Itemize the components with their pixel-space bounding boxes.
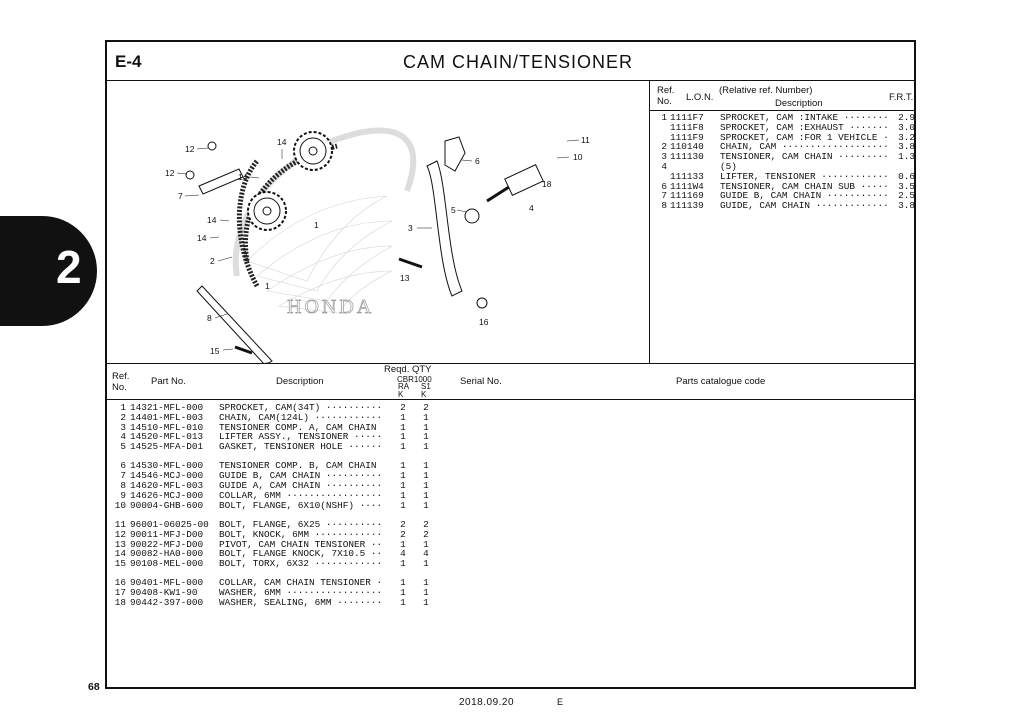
svg-text:4: 4 (529, 203, 534, 213)
parts-table-row (112, 530, 442, 540)
tensioner-b (445, 137, 465, 171)
svg-text:1: 1 (265, 281, 270, 291)
ref-table-row (657, 162, 915, 172)
part-part-no: 14520-MFL-013 (130, 432, 204, 443)
part-ref-no: 8 (120, 481, 126, 491)
parts-table-row (112, 540, 442, 550)
ref-lon-code: 1111W4 (670, 181, 704, 192)
ref-description: TENSIONER, CAM CHAIN SUB ····· (720, 181, 889, 192)
part-part-no: 90004-GHB-600 (130, 500, 204, 511)
part-ref-no: 14 (114, 549, 126, 560)
ref-lon-code: 1111F8 (670, 122, 704, 133)
svg-text:12: 12 (185, 144, 195, 154)
part-description: TENSIONER COMP. A, CAM CHAIN (219, 422, 377, 433)
ref-description: SPROCKET, CAM :EXHAUST ······· (720, 122, 889, 133)
part-part-no: 90401-MFL-000 (130, 578, 204, 589)
parts-table-row (112, 413, 442, 423)
parts-header-divider (107, 399, 914, 400)
ref-frt-value: 3.2 (898, 132, 915, 143)
pivot-bolt (399, 259, 422, 267)
part-description: GUIDE A, CAM CHAIN ·········· (219, 481, 383, 491)
parts-table-row (112, 423, 442, 433)
part-description: SPROCKET, CAM(34T) ·········· (219, 403, 383, 413)
svg-text:10: 10 (573, 152, 583, 162)
ref-table-refno-header: Ref. No. (657, 85, 675, 107)
ref-description: TENSIONER, CAM CHAIN ········· (720, 152, 889, 162)
part-qty-s1: 1 (423, 422, 429, 433)
sprocket-upper (294, 132, 332, 170)
part-qty-ra: 1 (400, 461, 406, 472)
svg-text:6: 6 (475, 156, 480, 166)
part-qty-ra: 1 (400, 598, 406, 608)
page-frame (105, 40, 916, 689)
parts-table-row (112, 481, 442, 491)
svg-text:14: 14 (207, 215, 217, 225)
ref-description: SPROCKET, CAM :INTAKE ········ (720, 113, 889, 123)
part-part-no: 14626-MCJ-000 (130, 490, 204, 501)
ref-table-body (657, 113, 915, 211)
part-ref-no: 10 (114, 500, 126, 511)
svg-text:13: 13 (400, 273, 410, 283)
svg-text:15: 15 (210, 346, 220, 356)
part-part-no: 90082-HA0-000 (130, 549, 204, 560)
part-ref-no: 2 (120, 412, 126, 423)
ref-frt-value: 3.8 (898, 142, 915, 153)
ref-frt-value: 2.9 (898, 113, 915, 123)
ref-description: SPROCKET, CAM :FOR 1 VEHICLE · (720, 132, 889, 143)
part-ref-no: 1 (120, 403, 126, 413)
exploded-diagram (107, 81, 649, 363)
part-qty-ra: 1 (400, 471, 406, 482)
ref-table-row (657, 182, 915, 192)
knock-bolt (208, 142, 216, 150)
ref-description: LIFTER, TENSIONER ············ (720, 171, 889, 182)
sprocket-lower (248, 192, 286, 230)
ref-ref-no: 1 (661, 113, 667, 123)
part-qty-ra: 1 (400, 481, 406, 491)
ref-table-frt-header: F.R.T. (889, 92, 914, 103)
part-part-no: 96001-06025-00 (130, 519, 209, 530)
gasket (465, 209, 479, 223)
part-part-no: 90442-397-000 (130, 598, 204, 608)
part-ref-no: 16 (114, 578, 126, 589)
part-qty-s1: 1 (423, 578, 429, 589)
part-ref-no: 11 (114, 519, 126, 530)
knock-bolt (186, 171, 194, 179)
svg-text:14: 14 (197, 233, 207, 243)
parts-table-row (112, 520, 442, 530)
parts-serial-header: Serial No. (460, 376, 502, 387)
ref-table-relative-header: (Relative ref. Number) (719, 85, 813, 96)
part-qty-ra: 2 (400, 529, 406, 540)
part-qty-s1: 2 (423, 529, 429, 540)
ref-lon-code: 1111F9 (670, 132, 704, 143)
parts-table-row (112, 432, 442, 442)
part-qty-s1: 1 (423, 500, 429, 511)
page-number: 68 (88, 681, 100, 693)
part-description: BOLT, TORX, 6X32 ············ (219, 559, 383, 569)
part-ref-no: 9 (120, 490, 126, 501)
ref-table-row (657, 113, 915, 123)
ref-table-desc-header: Description (775, 98, 823, 109)
part-ref-no: 13 (114, 539, 126, 550)
section-tab (0, 216, 97, 326)
part-qty-ra: 1 (400, 500, 406, 511)
svg-text:3: 3 (408, 223, 413, 233)
part-qty-ra: 1 (400, 490, 406, 501)
ref-ref-no: 8 (661, 201, 667, 211)
part-ref-no: 15 (114, 559, 126, 569)
ref-ref-no: 4 (661, 161, 667, 172)
ref-lon-code: 111133 (670, 171, 704, 182)
parts-table-row (112, 501, 442, 511)
ref-table-row (657, 172, 915, 182)
parts-table-row (112, 588, 442, 598)
parts-divider (107, 363, 914, 364)
part-description: WASHER, SEALING, 6MM ········ (219, 598, 383, 608)
part-ref-no: 4 (120, 432, 126, 443)
part-qty-s1: 1 (423, 588, 429, 599)
part-description: BOLT, FLANGE KNOCK, 7X10.5 ·· (219, 549, 383, 560)
svg-text:11: 11 (581, 135, 590, 145)
part-qty-s1: 1 (423, 539, 429, 550)
ref-lon-code: 111139 (670, 201, 704, 211)
ref-description: GUIDE B, CAM CHAIN ··········· (720, 191, 889, 202)
svg-text:2: 2 (210, 256, 215, 266)
part-qty-s1: 1 (423, 432, 429, 443)
part-qty-s1: 1 (423, 598, 429, 608)
part-ref-no: 5 (120, 442, 126, 452)
part-qty-s1: 1 (423, 412, 429, 423)
ref-table-row (657, 123, 915, 133)
ref-frt-value: 0.6 (898, 171, 915, 182)
ref-lon-code: 110140 (670, 142, 704, 153)
ref-frt-value: 3.8 (898, 201, 915, 211)
cam-chain-guide-a (197, 286, 272, 363)
part-qty-s1: 2 (423, 519, 429, 530)
part-ref-no: 6 (120, 461, 126, 472)
ref-frt-value: 3.5 (898, 181, 915, 192)
part-part-no: 90022-MFJ-D00 (130, 539, 204, 550)
part-qty-ra: 1 (400, 559, 406, 569)
part-part-no: 14525-MFA-D01 (130, 442, 204, 452)
parts-table-row (112, 461, 442, 471)
svg-text:5: 5 (451, 205, 456, 215)
parts-refno-header: Ref. No. (112, 371, 130, 393)
parts-table-row (112, 578, 442, 588)
part-part-no: 90108-MEL-000 (130, 559, 204, 569)
parts-reqd-qty-header: Reqd. QTY (384, 364, 432, 375)
part-part-no: 14510-MFL-010 (130, 422, 204, 433)
part-qty-ra: 2 (400, 403, 406, 413)
ref-table-row (657, 201, 915, 211)
part-qty-ra: 1 (400, 578, 406, 589)
part-qty-ra: 1 (400, 412, 406, 423)
part-ref-no: 3 (120, 422, 126, 433)
parts-partno-header: Part No. (151, 376, 186, 387)
svg-text:1: 1 (314, 220, 319, 230)
parts-table-row (112, 598, 442, 608)
ref-table-row (657, 152, 915, 162)
ref-frt-value: 2.5 (898, 191, 915, 202)
part-part-no: 14401-MFL-003 (130, 412, 204, 423)
part-qty-s1: 1 (423, 461, 429, 472)
ref-ref-no: 6 (661, 181, 667, 192)
svg-text:8: 8 (207, 313, 212, 323)
svg-text:16: 16 (479, 317, 489, 327)
part-qty-ra: 2 (400, 519, 406, 530)
part-part-no: 14530-MFL-000 (130, 461, 204, 472)
svg-text:14: 14 (238, 172, 248, 182)
ref-lon-code: 111169 (670, 191, 704, 202)
part-part-no: 14321-MFL-000 (130, 403, 204, 413)
part-qty-s1: 1 (423, 490, 429, 501)
svg-text:18: 18 (542, 179, 552, 189)
part-description: BOLT, KNOCK, 6MM ············ (219, 529, 383, 540)
part-qty-s1: 1 (423, 442, 429, 452)
collar-tensioner (477, 298, 487, 308)
footer-date: 2018.09.20 (459, 697, 515, 708)
ref-ref-no: 2 (661, 142, 667, 153)
part-qty-ra: 4 (400, 549, 406, 560)
parts-group (112, 578, 442, 607)
parts-model-header: CBR1000 (397, 375, 432, 384)
part-part-no: 90011-MFJ-D00 (130, 529, 204, 540)
ref-table-lon-header: L.O.N. (686, 92, 714, 103)
parts-table-row (112, 559, 442, 569)
ref-frt-value: 3.0 (898, 122, 915, 133)
cam-chain-guide-b (199, 169, 243, 194)
parts-table-row (112, 491, 442, 501)
part-qty-ra: 1 (400, 539, 406, 550)
part-ref-no: 12 (114, 529, 126, 540)
part-description: BOLT, FLANGE, 6X25 ·········· (219, 519, 383, 530)
part-qty-s1: 1 (423, 481, 429, 491)
part-ref-no: 7 (120, 471, 126, 482)
parts-catalogue-header: Parts catalogue code (676, 376, 766, 387)
honda-logo-watermark: HONDA (287, 296, 375, 318)
diagram-divider (649, 80, 650, 363)
part-qty-ra: 1 (400, 432, 406, 443)
svg-text:14: 14 (277, 137, 287, 147)
ref-lon-code: 111130 (670, 152, 704, 162)
parts-desc-header: Description (276, 376, 324, 387)
tensioner-lifter (487, 165, 543, 201)
svg-text:7: 7 (178, 191, 183, 201)
parts-group (112, 461, 442, 510)
part-qty-s1: 1 (423, 471, 429, 482)
footer-language: E (557, 697, 564, 707)
ref-description: (5) (720, 161, 737, 172)
parts-table-row (112, 442, 442, 452)
part-qty-s1: 2 (423, 403, 429, 413)
parts-s1-header: S1 K (421, 382, 431, 399)
part-description: GASKET, TENSIONER HOLE ······ (219, 442, 383, 452)
part-description: TENSIONER COMP. B, CAM CHAIN (219, 461, 377, 472)
part-description: BOLT, FLANGE, 6X10(NSHF) ···· (219, 500, 383, 511)
ref-ref-no: 7 (661, 191, 667, 202)
part-description: GUIDE B, CAM CHAIN ·········· (219, 471, 383, 482)
part-part-no: 14546-MCJ-000 (130, 471, 204, 482)
section-code: E-4 (115, 52, 142, 71)
part-description: LIFTER ASSY., TENSIONER ····· (219, 432, 383, 443)
part-ref-no: 18 (114, 598, 126, 608)
tensioner-a (427, 161, 462, 296)
ref-description: GUIDE, CAM CHAIN ············· (720, 201, 889, 211)
parts-table-row (112, 471, 442, 481)
parts-table-row (112, 549, 442, 559)
parts-table-body (112, 403, 442, 617)
part-description: PIVOT, CAM CHAIN TENSIONER ·· (219, 539, 383, 550)
parts-group (112, 520, 442, 569)
part-part-no: 90408-KW1-90 (130, 588, 198, 599)
part-description: COLLAR, 6MM ················· (219, 490, 383, 501)
part-description: WASHER, 6MM ················· (219, 588, 383, 599)
ref-description: CHAIN, CAM ··················· (720, 142, 889, 153)
part-qty-s1: 1 (423, 559, 429, 569)
part-description: COLLAR, CAM CHAIN TENSIONER · (219, 578, 383, 589)
part-ref-no: 17 (114, 588, 126, 599)
parts-table-row (112, 403, 442, 413)
part-qty-ra: 1 (400, 588, 406, 599)
part-qty-ra: 1 (400, 442, 406, 452)
part-qty-s1: 4 (423, 549, 429, 560)
ref-table-row (657, 133, 915, 143)
ref-table-row (657, 191, 915, 201)
ref-ref-no: 3 (661, 152, 667, 162)
parts-ra-header: RA K (398, 382, 410, 399)
svg-text:12: 12 (165, 168, 175, 178)
part-qty-ra: 1 (400, 422, 406, 433)
page-title: CAM CHAIN/TENSIONER (403, 52, 634, 72)
ref-table-header-divider (649, 110, 914, 111)
ref-frt-value: 1.3 (898, 152, 915, 162)
section-tab-number: 2 (56, 241, 82, 293)
ref-lon-code: 1111F7 (670, 113, 704, 123)
parts-group (112, 403, 442, 452)
part-description: CHAIN, CAM(124L) ············ (219, 412, 383, 423)
ref-table-row (657, 142, 915, 152)
part-part-no: 14620-MFL-003 (130, 481, 204, 491)
